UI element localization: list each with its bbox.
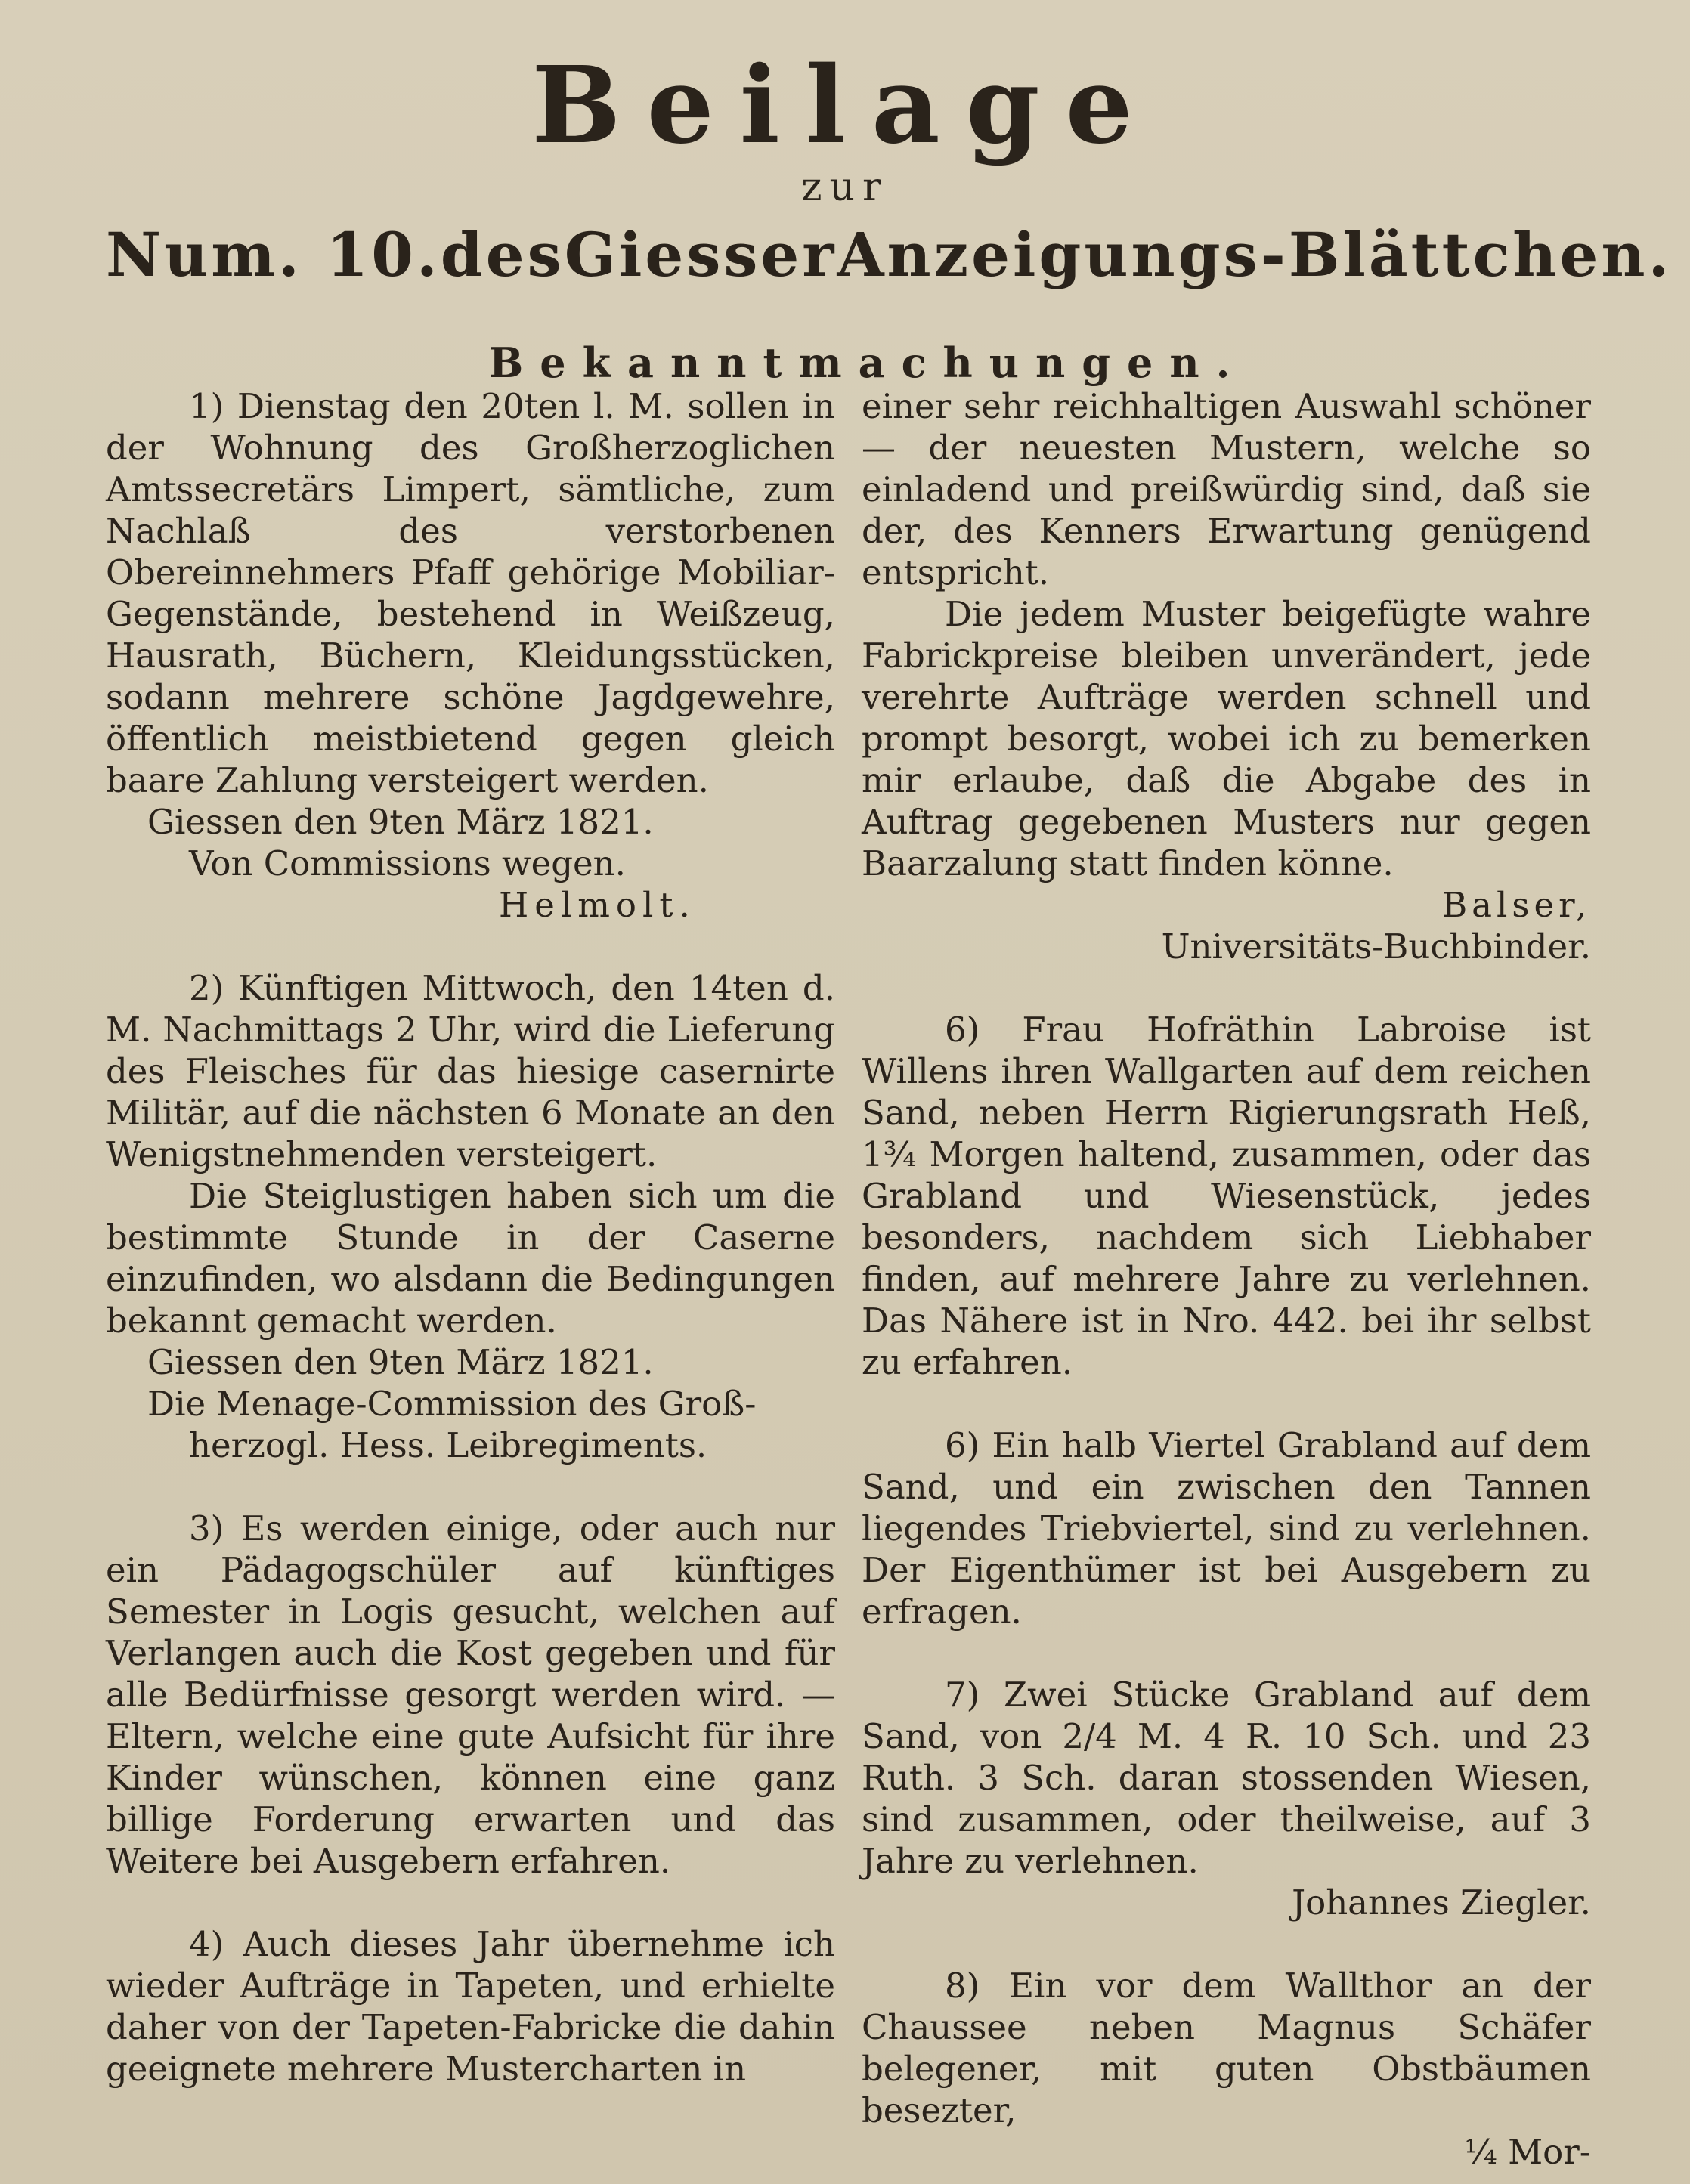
notice-3-text: 3) Es werden einige, oder auch nur ein Pädagogschüler auf künftiges Semester in Logis gesucht, welchen auf Verlangen auch die Kost gegeben und für alle Bedürfnisse gesorgt werden wird. — Eltern, welche eine gute Aufsicht für ihre Kinder wünschen, können eine ganz billige Forderung erwarten und das Weitere bei Ausgebern erfahren. — [106, 1508, 835, 1881]
notice-4-continued-2: Die jedem Muster beigefügte wahre Fabrickpreise bleiben unverändert, jede verehrte Aufträge werden schnell und prompt besorgt, wobei ich zu bemerken mir erlaube, daß die Abgabe des in Auftrag gegebenen Musters nur gegen Baarzalung statt finden könne. — [862, 594, 1591, 883]
notice-7-signature: Johannes Ziegler. — [1292, 1882, 1591, 1923]
notice-1-text: 1) Dienstag den 20ten l. M. sollen in der Wohnung des Großherzoglichen Amtssecretärs Limpert, sämtliche, zum Nachlaß des verstorbenen Obereinnehmers Pfaff gehörige Mobiliar-Gegenstände, bestehend in Weißzeug, Hausrath, Büchern, Kleidungsstücken, sodann mehrere schöne Jagdgewehre, öffentlich meistbietend gegen gleich baare Zahlung versteigert werden. — [106, 386, 835, 800]
notice-2-text-continued: Die Steiglustigen haben sich um die bestimmte Stunde in der Caserne einzufinden, wo alsdann die Bedingungen bekannt gemacht werden. — [106, 1176, 835, 1341]
notice-6a-fraction: 1¾ — [862, 1134, 917, 1174]
notice-2-date: Giessen den 9ten März 1821. — [147, 1342, 654, 1382]
notice-8-text: 8) Ein vor dem Wallthor an der Chaussee neben Magnus Schäfer belegener, mit guten Obstbäumen besezter, — [862, 1966, 1591, 2130]
subtitle-des: des — [440, 219, 565, 290]
notice-1-authority: Von Commissions wegen. — [189, 843, 626, 883]
notice-6a-text-post: Morgen haltend, zusammen, oder das Grabland und Wiesenstück, jedes besonders, nachdem sich Liebhaber finden, auf mehrere Jahre zu verlehnen. Das Nähere ist in Nro. 442. bei ihr selbst zu erfahren. — [862, 1134, 1591, 1382]
notice-6a-text — [862, 1009, 1591, 1383]
subtitle-giesser: Giesser — [564, 219, 837, 290]
notice-2-signature-line1: Die Menage-Commission des Groß- — [147, 1384, 757, 1424]
notice-2-signature-line2: herzogl. Hess. Leibregiments. — [189, 1425, 707, 1465]
subtitle-blatt: Anzeigungs-Blättchen. — [837, 219, 1673, 290]
notice-6a-text-pre: 6) Frau Hofräthin Labroise ist Willens ihren Wallgarten auf dem reichen Sand, neben Herrn Rigierungsrath Heß, — [862, 1010, 1591, 1133]
page-title: Beilage — [531, 44, 1159, 168]
notice-1-signature: Helmolt. — [499, 885, 696, 925]
notice-7-text: 7) Zwei Stücke Grabland auf dem Sand, von 2/4 M. 4 R. 10 Sch. und 23 Ruth. 3 Sch. daran stossenden Wiesen, sind zusammen, oder theilweise, auf 3 Jahre zu verlehnen. — [862, 1675, 1591, 1881]
notice-1-date: Giessen den 9ten März 1821. — [147, 802, 654, 842]
page-subtitle — [106, 219, 1673, 290]
notice-4-continued: einer sehr reichhaltigen Auswahl schöner — der neuesten Mustern, welche so einladend und preißwürdig sind, daß sie der, des Kenners Erwartung genügend entspricht. — [862, 386, 1591, 592]
title-connector: zur — [801, 165, 889, 210]
section-heading: Bekanntmachungen. — [488, 339, 1247, 387]
right-column — [862, 385, 1591, 2173]
notice-6b-text: 6) Ein halb Viertel Grabland auf dem Sand, und ein zwischen den Tannen liegendes Triebviertel, sind zu verlehnen. Der Eigenthümer ist bei Ausgebern zu erfragen. — [862, 1425, 1591, 1632]
notice-4-text: 4) Auch dieses Jahr übernehme ich wieder Aufträge in Tapeten, und erhielte daher von der Tapeten-Fabricke die dahin geeignete mehrere Mustercharten in — [106, 1924, 835, 2089]
notice-8-continuation: ¼ Mor- — [1464, 2132, 1591, 2172]
notice-4-signature-title: Universitäts-Buchbinder. — [1161, 926, 1591, 967]
issue-number: Num. 10. — [106, 219, 441, 290]
left-column — [106, 385, 835, 2090]
notice-2-text: 2) Künftigen Mittwoch, den 14ten d. M. Nachmittags 2 Uhr, wird die Lieferung des Fleisches für das hiesige casernirte Militär, auf die nächsten 6 Monate an den Wenigstnehmenden versteigert. — [106, 968, 835, 1174]
notice-4-signature: Balser, — [1442, 885, 1591, 925]
